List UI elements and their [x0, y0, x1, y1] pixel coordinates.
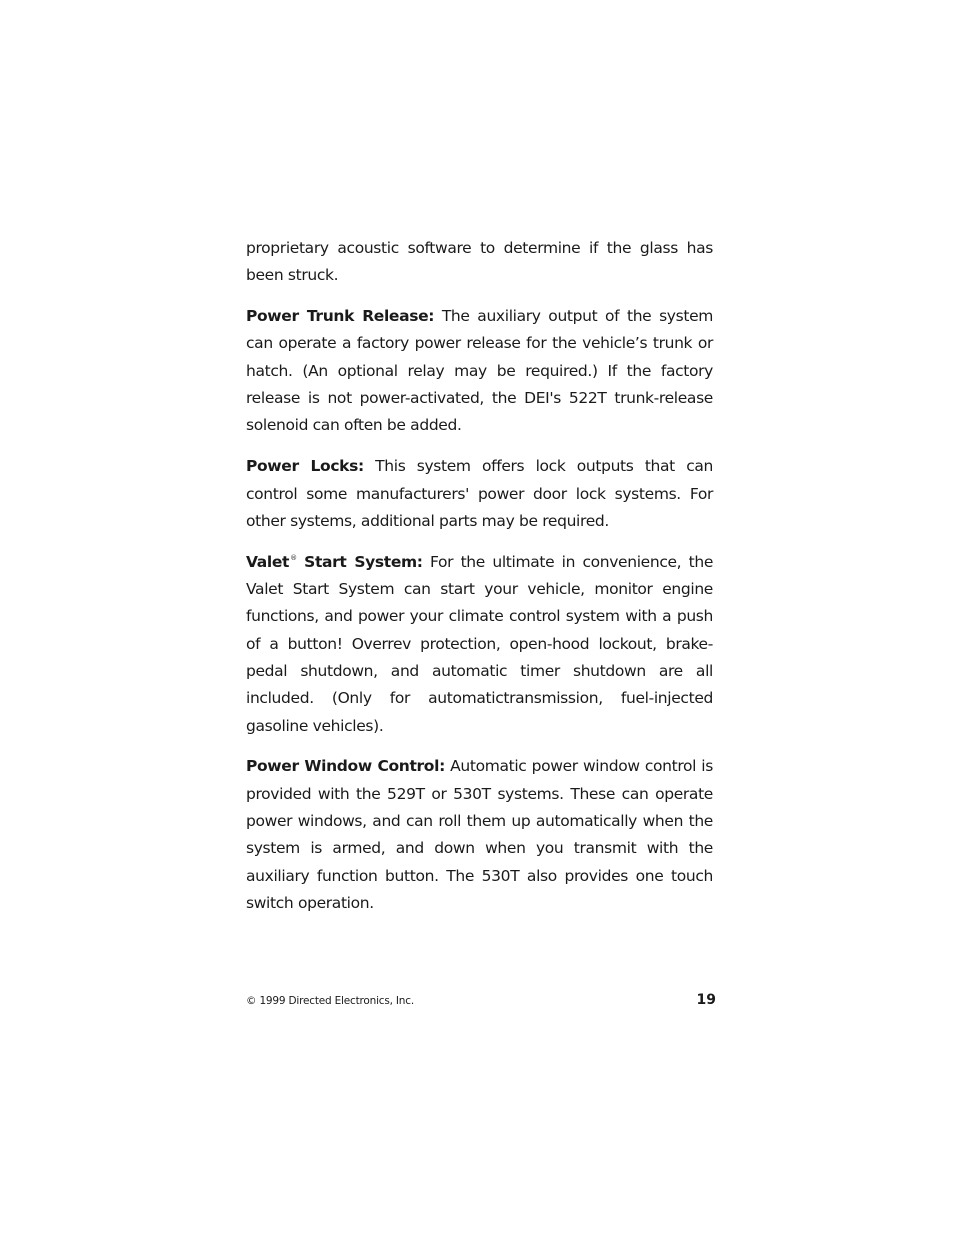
power-window-control-paragraph [246, 753, 713, 917]
power-locks-paragraph [246, 453, 713, 535]
copyright-notice: © 1999 Directed Electronics, Inc. [246, 995, 414, 1007]
power-window-control-text: Automatic power window control is provided with the 529T or 530T systems. These can operate power windows, and can roll them up automatically when the system is armed, and down when you transmit with the auxiliary function button. The 530T also provides one touch switch operation. [246, 757, 713, 912]
power-locks-heading: Power Locks: [246, 457, 364, 476]
registered-mark: ® [290, 553, 297, 562]
power-window-control-heading: Power Window Control: [246, 757, 445, 776]
intro-text: proprietary acoustic software to determine if the glass has been struck. [246, 239, 713, 285]
manual-body [246, 235, 713, 931]
power-trunk-release-heading: Power Trunk Release: [246, 307, 435, 326]
intro-paragraph [246, 235, 713, 290]
page-number: 19 [696, 992, 716, 1008]
valet-start-heading-valet: Valet [246, 552, 290, 571]
power-trunk-release-paragraph [246, 303, 713, 439]
valet-start-heading-rest: Start System: [304, 552, 423, 571]
power-trunk-release-text: The auxiliary output of the system can operate a factory power release for the vehicle’s trunk or hatch. (An optional relay may be required.) If the factory release is not power-activated, the DEI's 522T trunk-release solenoid can often be added. [246, 307, 714, 435]
power-locks-text: This system offers lock outputs that can control some manufacturers' power door lock systems. For other systems, additional parts may be required. [246, 457, 713, 530]
valet-start-system-paragraph [246, 549, 713, 740]
valet-start-system-text: For the ultimate in convenience, the Valet Start System can start your vehicle, monitor engine functions, and power your climate control system with a push of a button! Overrev protection, open-hood lockout, brake-pedal shutdown, and automatic timer shutdown are all included. (Only for automatictransmission, fuel-injected gasoline vehicles). [246, 552, 714, 735]
